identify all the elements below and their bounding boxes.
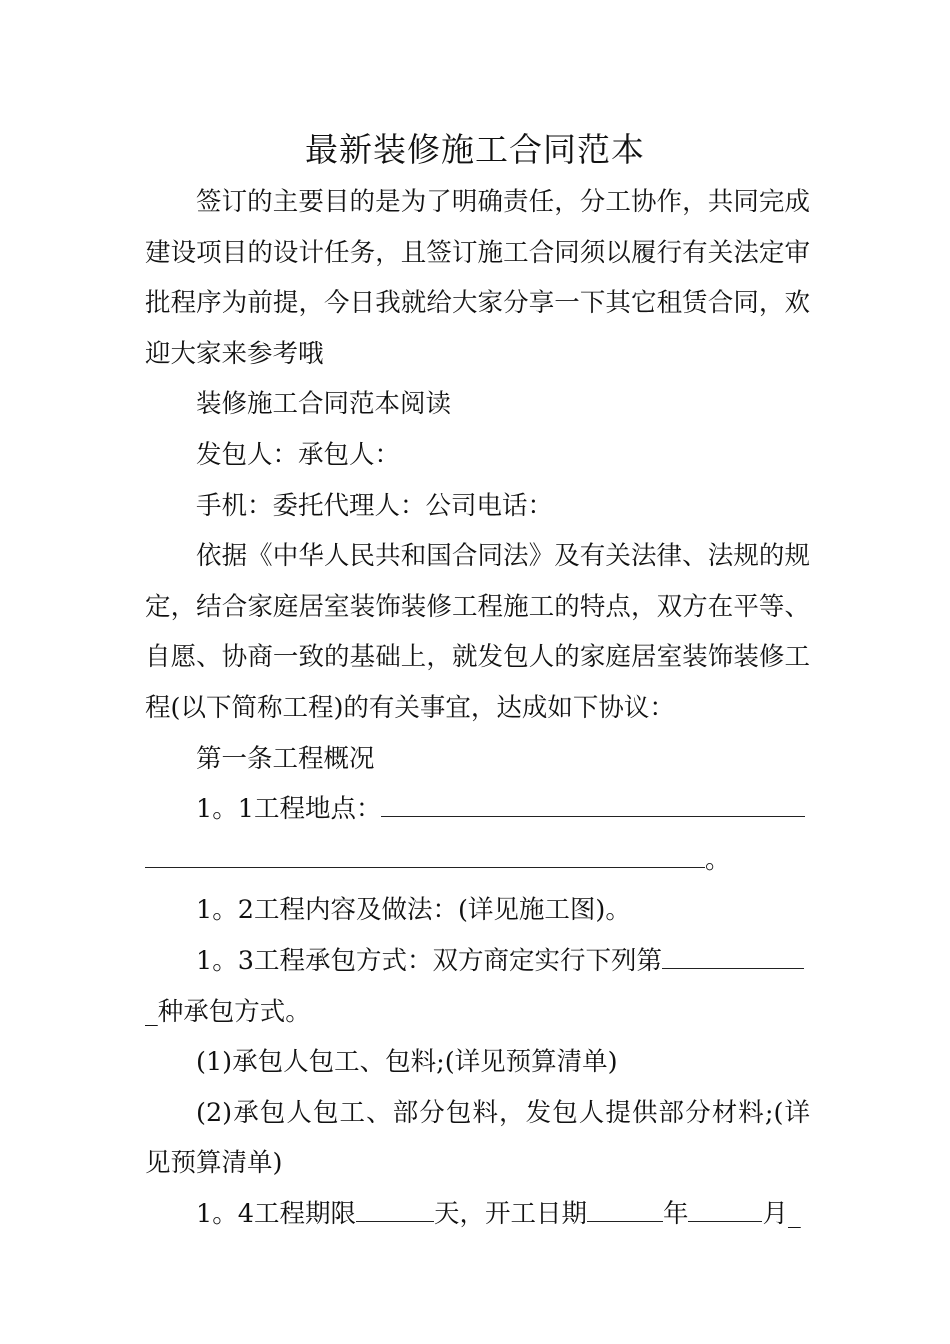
read-heading: 装修施工合同范本阅读 (196, 389, 452, 420)
item-1-4-month: 月_ (762, 1198, 801, 1229)
option-2: (2)承包人包工、部分包料，发包人提供部分材料;(详见预算清单) (145, 1097, 810, 1179)
article-1-heading: 第一条工程概况 (196, 743, 375, 774)
item-1-1-blank-2 (145, 847, 705, 868)
item-1-1-continuation (145, 835, 810, 886)
item-1-3-line (145, 936, 810, 987)
item-1-3-continuation: _种承包方式。 (145, 996, 311, 1027)
item-1-4-label: 1。4工程期限 (196, 1198, 356, 1229)
item-1-4-start: 天，开工日期 (433, 1198, 587, 1229)
item-1-3-blank (662, 948, 804, 969)
item-1-1-line (145, 784, 810, 835)
item-1-4-line (145, 1189, 810, 1240)
item-1-3-label: 1。3工程承包方式：双方商定实行下列第 (196, 945, 662, 976)
days-blank (356, 1201, 434, 1222)
month-blank (688, 1201, 762, 1222)
intro-paragraph: 签订的主要目的是为了明确责任，分工协作，共同完成建设项目的设计任务，且签订施工合同须以履行有关法定审批程序为前提，今日我就给大家分享一下其它租赁合同，欢迎大家来参考哦 (145, 187, 810, 369)
year-blank (587, 1201, 663, 1222)
parties-line: 发包人：承包人： (196, 439, 401, 470)
item-1-1-blank (381, 796, 805, 817)
item-1-4-year: 年 (662, 1198, 689, 1229)
item-1-1-label: 1。1工程地点： (196, 794, 382, 825)
basis-paragraph: 依据《中华人民共和国合同法》及有关法律、法规的规定，结合家庭居室装饰装修工程施工的特点，双方在平等、自愿、协商一致的基础上，就发包人的家庭居室装饰装修工程(以下简称工程)的有关事宜，达成如下协议： (145, 541, 810, 723)
item-1-1-end: 。 (705, 844, 731, 875)
document-title: 最新装修施工合同范本 (305, 130, 645, 169)
option-1: (1)承包人包工、包料;(详见预算清单) (196, 1047, 618, 1078)
item-1-2: 1。2工程内容及做法：(详见施工图)。 (196, 895, 631, 926)
document-body (145, 177, 810, 1239)
contacts-line: 手机：委托代理人：公司电话： (196, 490, 554, 521)
